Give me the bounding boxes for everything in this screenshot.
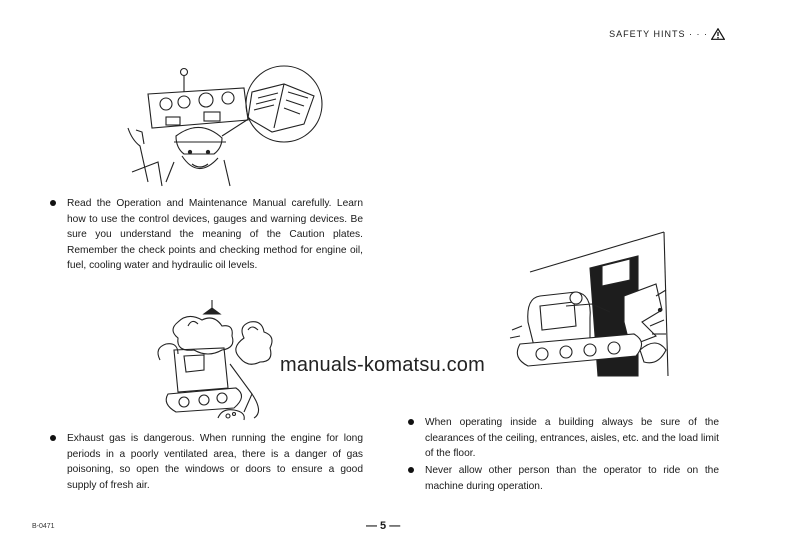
bullet-building-clearance — [425, 415, 719, 462]
bullet-dot — [408, 419, 414, 425]
document-code: B-0471 — [32, 523, 55, 530]
bullet-read-manual — [67, 196, 363, 274]
watermark-text: manuals-komatsu.com — [280, 354, 485, 376]
bullet-no-riders — [425, 463, 719, 494]
bullet-text: Never allow other person than the operator to ride on the machine during operation. — [425, 465, 719, 492]
bullet-text: Exhaust gas is dangerous. When running the engine for long periods in a poorly ventilated area, there is a danger of gas poisoning, so open the windows or doors to ensure a good supply of fresh air. — [67, 433, 363, 491]
warning-triangle-icon — [711, 28, 725, 40]
section-title: SAFETY HINTS · · · — [609, 29, 708, 39]
bullet-text: When operating inside a building always be sure of the clearances of the ceiling, entrances, aisles, etc. and the load limit of the floor. — [425, 417, 719, 460]
bullet-exhaust-gas — [67, 431, 363, 493]
bullet-dot — [50, 200, 56, 206]
bullet-dot — [408, 467, 414, 473]
page-header — [609, 28, 725, 40]
building-clearance-illustration — [506, 226, 678, 394]
bullet-text: Read the Operation and Maintenance Manual carefully. Learn how to use the control devices, gauges and warning devices. Be sure you understand the meaning of the Caution plates. Remember the check points and checking method for engine oil, fuel, cooling water and hydraulic oil levels. — [67, 198, 363, 272]
operator-reading-manual-illustration — [118, 62, 326, 192]
bullet-dot — [50, 435, 56, 441]
page-number: — 5 — — [366, 520, 401, 532]
